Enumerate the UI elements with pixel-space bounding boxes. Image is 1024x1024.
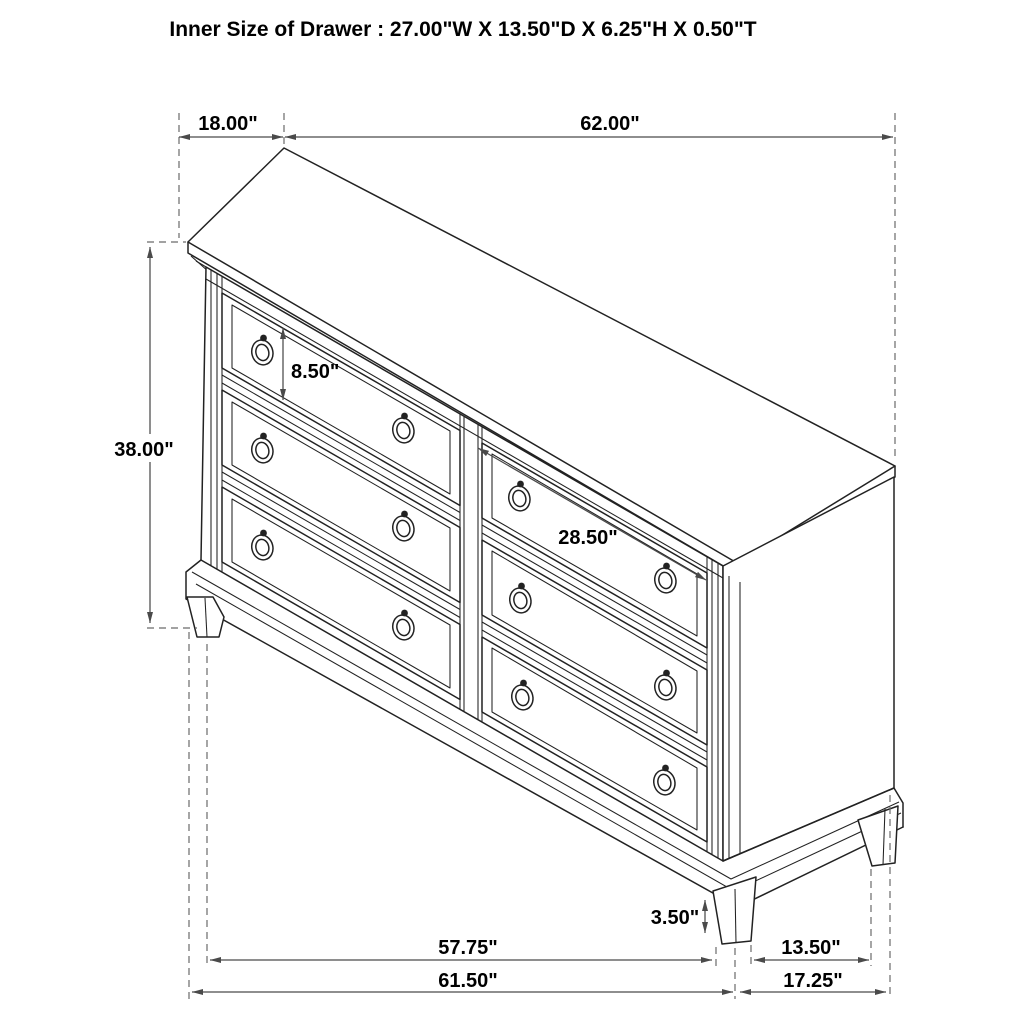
dimension-front-feet-span: [210, 937, 712, 960]
dimension-label: 17.25": [783, 970, 843, 992]
dimension-label: 18.00": [198, 113, 258, 135]
dimension-front-base-width: [192, 970, 733, 992]
dimension-label: 28.50": [558, 527, 618, 549]
dimension-label: 3.50": [650, 907, 700, 929]
dimension-side-base-depth: [740, 970, 886, 992]
dimension-side-feet-span: [754, 937, 869, 960]
front-right-foot: [713, 877, 756, 944]
dimension-foot-height: [651, 900, 705, 933]
dimension-label: 8.50": [291, 361, 340, 383]
dimension-label: 62.00": [580, 113, 640, 135]
dresser-drawing: [186, 148, 903, 944]
back-right-foot: [858, 806, 898, 866]
dimension-top-depth: [179, 113, 283, 137]
dimension-label: 57.75": [438, 937, 498, 959]
dimension-label: 38.00": [114, 439, 174, 461]
diagram-title: Inner Size of Drawer : 27.00"W X 13.50"D X 6.25"H X 0.50"T: [169, 18, 757, 41]
dimension-label: 13.50": [781, 937, 841, 959]
dimension-overall-height: [102, 247, 186, 623]
dimension-label: 61.50": [438, 970, 498, 992]
dimension-top-width: [285, 113, 893, 137]
